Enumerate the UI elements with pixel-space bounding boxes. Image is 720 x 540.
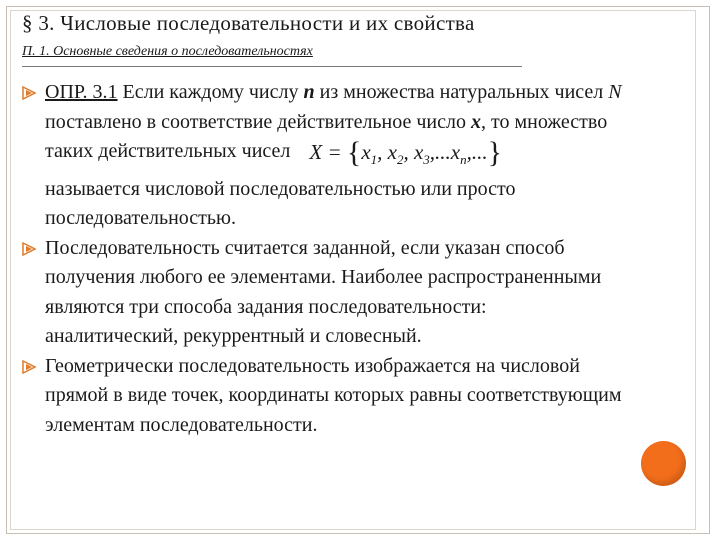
sequence-formula: $X = \{x_1$, $x_2$, $x_3,...x_n$,...} bbox=[309, 136, 503, 169]
slide-title bbox=[22, 11, 475, 36]
bullet-arrow-icon bbox=[22, 360, 36, 374]
title-divider bbox=[22, 66, 522, 67]
item-text: называется числовой последовательностью или просто последовательностью. bbox=[45, 177, 516, 230]
variable-x: x bbox=[471, 110, 481, 133]
definition-label: ОПР. 3.1 bbox=[45, 81, 118, 103]
decorative-orange-circle bbox=[641, 441, 686, 486]
item-text: поставлено в соответствие действительное число bbox=[45, 110, 471, 133]
item-text: из множества натуральных чисел bbox=[314, 81, 609, 103]
bullet-arrow-icon bbox=[22, 86, 36, 100]
item-text: Последовательность считается заданной, если указан способ получения любого ее элементами. Наиболее распространенными являются три способа задания последовательности: аналитический, рекуррентный и словесный. bbox=[45, 236, 602, 348]
variable-n: n bbox=[303, 81, 315, 103]
item-text: Геометрически последовательность изображается на числовой прямой в виде точек, координаты которых равны соответствующим элементам последовательности. bbox=[45, 354, 622, 436]
bullet-list bbox=[22, 78, 622, 440]
list-item bbox=[22, 78, 622, 234]
bullet-arrow-icon bbox=[22, 242, 36, 256]
set-symbol: N bbox=[608, 81, 622, 103]
list-item bbox=[22, 234, 622, 352]
item-text: , то множество таких действительных чисел bbox=[45, 110, 608, 162]
item-text: Если каждому числу bbox=[117, 81, 304, 103]
formula-lhs: X = bbox=[309, 140, 347, 164]
slide-title-text: § 3. Числовые последовательности и их свойства bbox=[22, 11, 475, 35]
list-item bbox=[22, 352, 622, 441]
slide-subtitle: П. 1. Основные сведения о последовательностях bbox=[22, 44, 313, 59]
